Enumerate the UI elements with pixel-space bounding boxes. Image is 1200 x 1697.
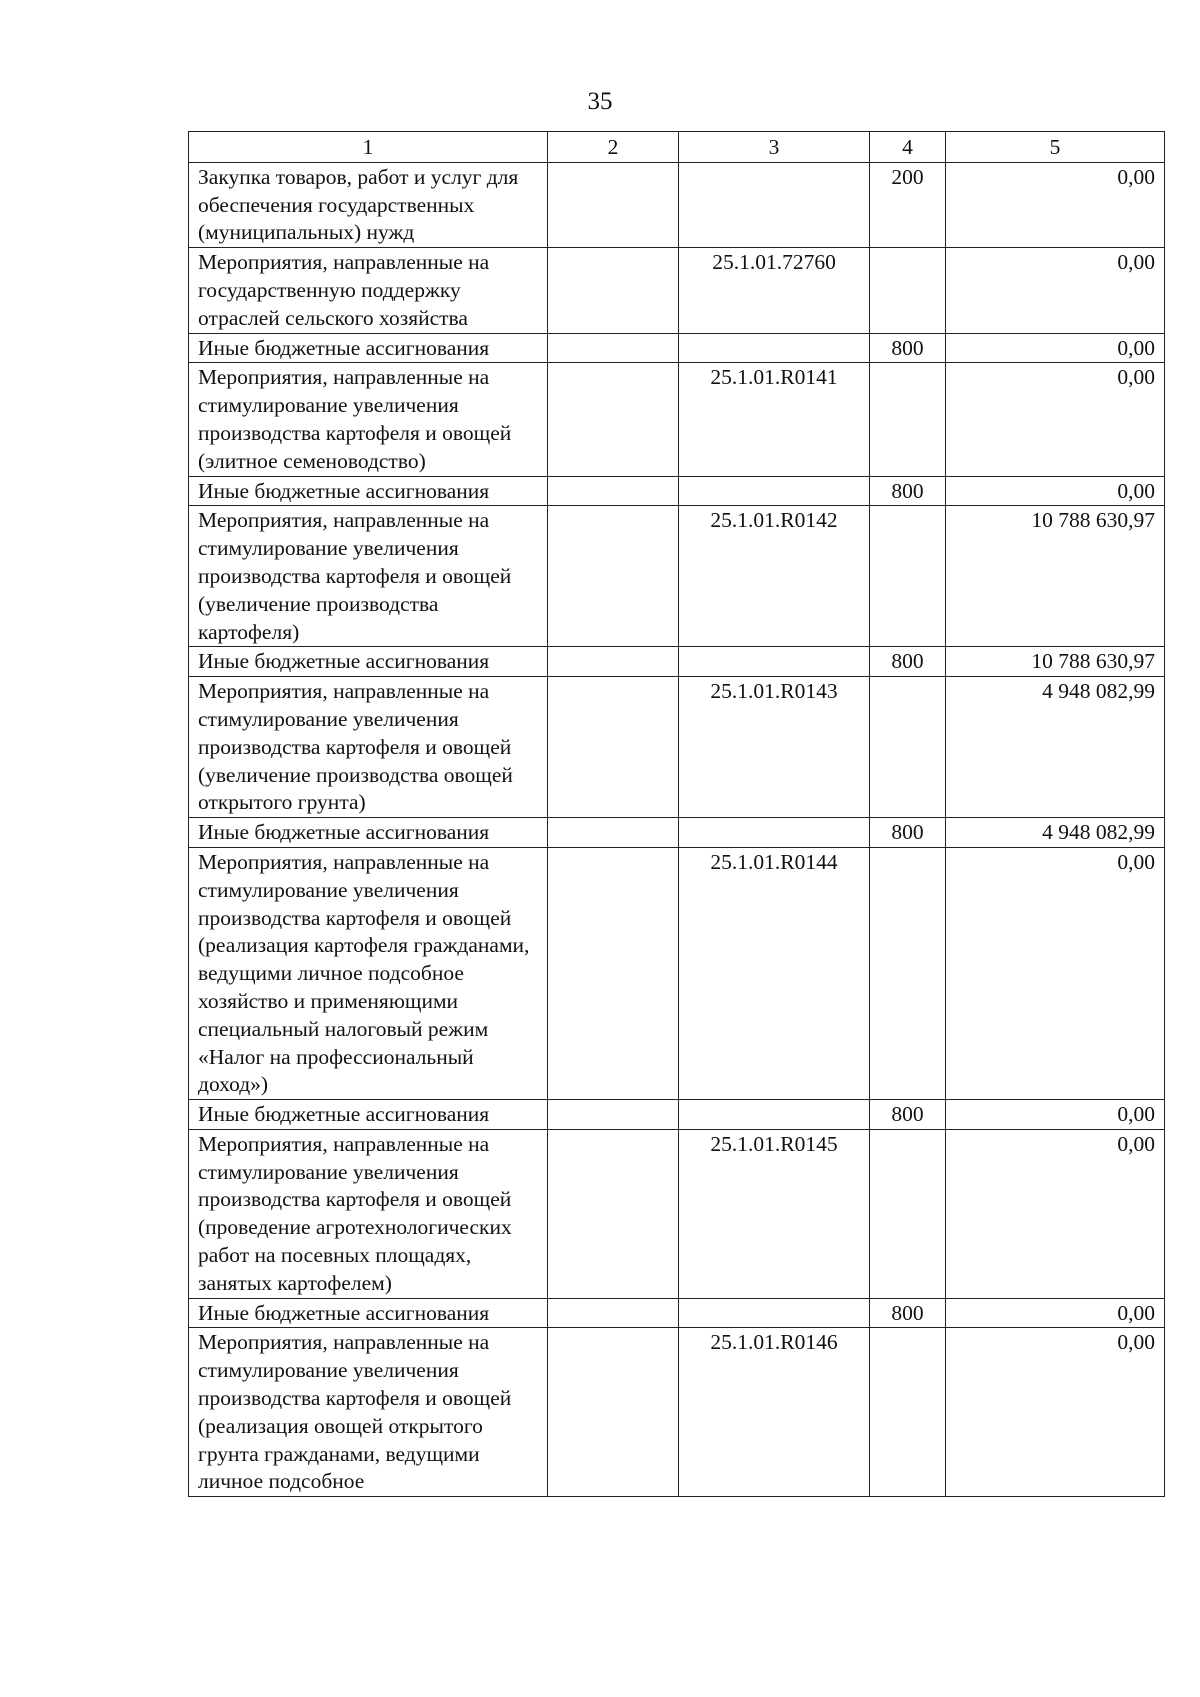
row-col2-cell: [548, 476, 679, 506]
row-amount-cell: 4 948 082,99: [946, 818, 1165, 848]
row-code-cell: 25.1.01.R0143: [679, 677, 870, 818]
row-type-cell: [870, 1129, 946, 1298]
row-amount-cell: 10 788 630,97: [946, 506, 1165, 647]
table-row: [189, 162, 1165, 247]
row-col2-cell: [548, 506, 679, 647]
table-row: [189, 1129, 1165, 1298]
column-header: 1: [189, 132, 548, 163]
table-row: [189, 476, 1165, 506]
column-header: 3: [679, 132, 870, 163]
table-row: [189, 1100, 1165, 1130]
row-type-cell: [870, 248, 946, 333]
column-header: 2: [548, 132, 679, 163]
row-type-cell: [870, 847, 946, 1099]
row-code-cell: 25.1.01.R0146: [679, 1328, 870, 1497]
row-col2-cell: [548, 363, 679, 476]
row-code-cell: 25.1.01.R0145: [679, 1129, 870, 1298]
row-col2-cell: [548, 647, 679, 677]
table-row: [189, 248, 1165, 333]
row-name-cell: Иные бюджетные ассигнования: [189, 1100, 548, 1130]
row-code-cell: [679, 476, 870, 506]
row-amount-cell: 0,00: [946, 1328, 1165, 1497]
row-type-cell: 800: [870, 647, 946, 677]
row-amount-cell: 0,00: [946, 847, 1165, 1099]
row-col2-cell: [548, 1328, 679, 1497]
row-code-cell: [679, 162, 870, 247]
row-code-cell: 25.1.01.R0141: [679, 363, 870, 476]
row-col2-cell: [548, 818, 679, 848]
row-type-cell: [870, 363, 946, 476]
row-name-cell: Иные бюджетные ассигнования: [189, 647, 548, 677]
column-header: 4: [870, 132, 946, 163]
row-type-cell: [870, 1328, 946, 1497]
row-amount-cell: 10 788 630,97: [946, 647, 1165, 677]
table-row: [189, 1298, 1165, 1328]
column-header: 5: [946, 132, 1165, 163]
row-col2-cell: [548, 1129, 679, 1298]
row-name-cell: Иные бюджетные ассигнования: [189, 1298, 548, 1328]
row-code-cell: [679, 1100, 870, 1130]
row-name-cell: Мероприятия, направленные на стимулирование увеличения производства картофеля и овощей (увеличение производства картофеля): [189, 506, 548, 647]
row-code-cell: [679, 647, 870, 677]
row-type-cell: 200: [870, 162, 946, 247]
budget-table: [188, 131, 1165, 1497]
row-name-cell: Мероприятия, направленные на стимулирование увеличения производства картофеля и овощей (увеличение производства овощей открытого грунта): [189, 677, 548, 818]
row-name-cell: Мероприятия, направленные на государственную поддержку отраслей сельского хозяйства: [189, 248, 548, 333]
table-row: [189, 363, 1165, 476]
row-amount-cell: 0,00: [946, 162, 1165, 247]
row-name-cell: Мероприятия, направленные на стимулирование увеличения производства картофеля и овощей (реализация картофеля гражданами, ведущими личное подсобное хозяйство и применяющими специальный налоговый режим «Налог на профессиональный доход»): [189, 847, 548, 1099]
row-name-cell: Иные бюджетные ассигнования: [189, 333, 548, 363]
row-type-cell: 800: [870, 1298, 946, 1328]
table-row: [189, 847, 1165, 1099]
row-name-cell: Закупка товаров, работ и услуг для обеспечения государственных (муниципальных) нужд: [189, 162, 548, 247]
row-name-cell: Иные бюджетные ассигнования: [189, 476, 548, 506]
row-type-cell: 800: [870, 333, 946, 363]
page-number: 35: [587, 88, 613, 115]
row-code-cell: 25.1.01.R0144: [679, 847, 870, 1099]
row-name-cell: Мероприятия, направленные на стимулирование увеличения производства картофеля и овощей (проведение агротехнологических работ на посевных площадях, занятых картофелем): [189, 1129, 548, 1298]
row-code-cell: 25.1.01.R0142: [679, 506, 870, 647]
row-col2-cell: [548, 847, 679, 1099]
row-type-cell: 800: [870, 476, 946, 506]
row-col2-cell: [548, 1100, 679, 1130]
table-row: [189, 1328, 1165, 1497]
row-amount-cell: 0,00: [946, 1298, 1165, 1328]
row-code-cell: 25.1.01.72760: [679, 248, 870, 333]
row-code-cell: [679, 818, 870, 848]
row-name-cell: Мероприятия, направленные на стимулирование увеличения производства картофеля и овощей (реализация овощей открытого грунта гражданами, ведущими личное подсобное: [189, 1328, 548, 1497]
row-type-cell: [870, 506, 946, 647]
row-amount-cell: 0,00: [946, 248, 1165, 333]
table-row: [189, 647, 1165, 677]
row-amount-cell: 0,00: [946, 333, 1165, 363]
row-code-cell: [679, 1298, 870, 1328]
row-code-cell: [679, 333, 870, 363]
row-col2-cell: [548, 677, 679, 818]
row-amount-cell: 0,00: [946, 363, 1165, 476]
row-col2-cell: [548, 1298, 679, 1328]
row-col2-cell: [548, 333, 679, 363]
row-amount-cell: 0,00: [946, 1129, 1165, 1298]
row-amount-cell: 0,00: [946, 476, 1165, 506]
row-col2-cell: [548, 248, 679, 333]
row-col2-cell: [548, 162, 679, 247]
table-row: [189, 818, 1165, 848]
row-type-cell: [870, 677, 946, 818]
table-row: [189, 677, 1165, 818]
row-amount-cell: 4 948 082,99: [946, 677, 1165, 818]
row-amount-cell: 0,00: [946, 1100, 1165, 1130]
table-row: [189, 333, 1165, 363]
row-name-cell: Мероприятия, направленные на стимулирование увеличения производства картофеля и овощей (элитное семеноводство): [189, 363, 548, 476]
table-header-row: [189, 132, 1165, 163]
row-type-cell: 800: [870, 1100, 946, 1130]
row-name-cell: Иные бюджетные ассигнования: [189, 818, 548, 848]
row-type-cell: 800: [870, 818, 946, 848]
table-row: [189, 506, 1165, 647]
